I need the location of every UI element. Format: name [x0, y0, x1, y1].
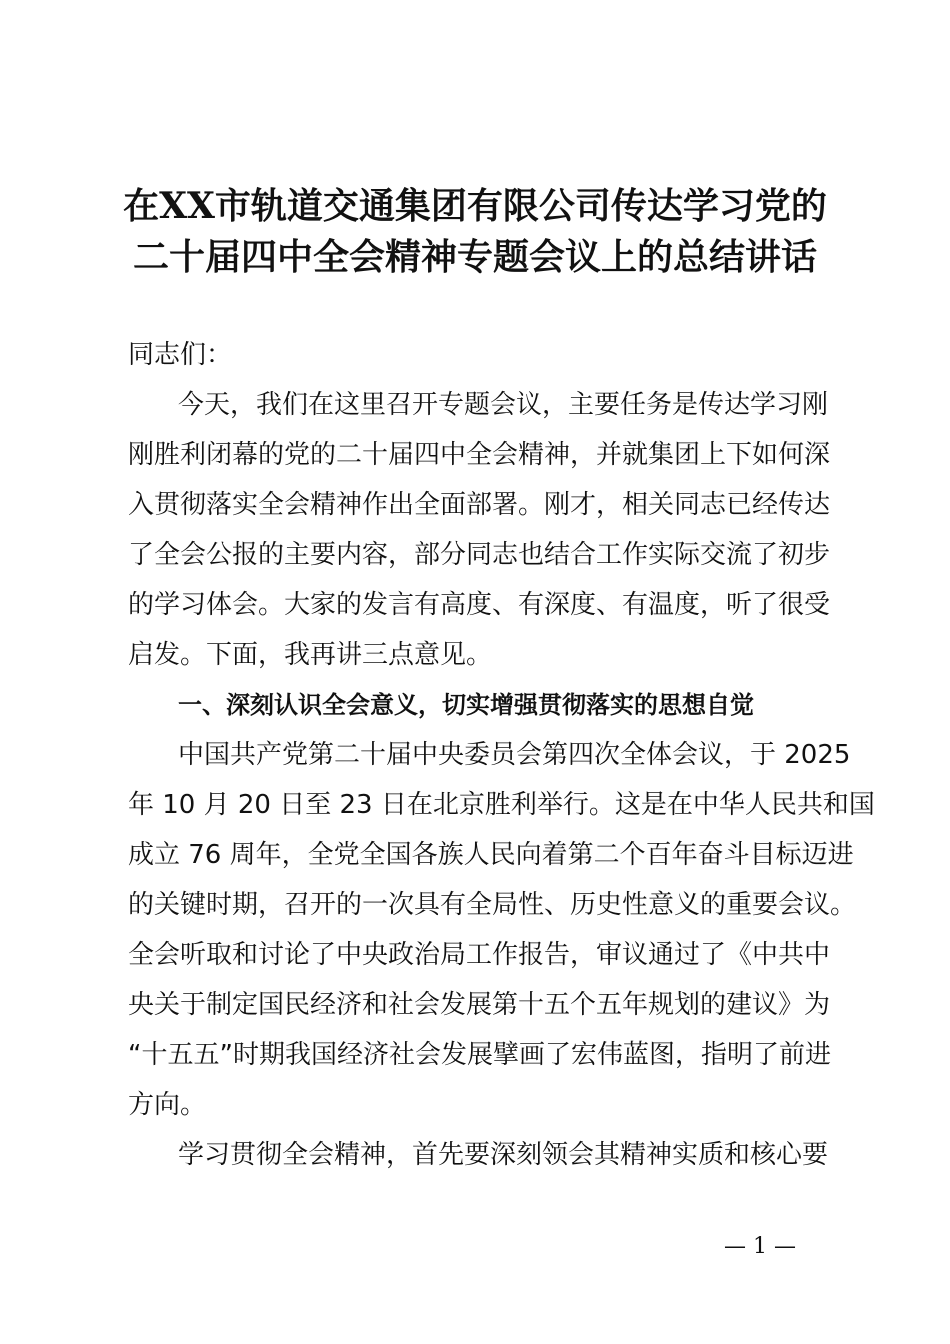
paragraph-line: “十五五”时期我国经济社会发展擘画了宏伟蓝图，指明了前进: [128, 1040, 831, 1070]
paragraph-line: 的关键时期，召开的一次具有全局性、历史性意义的重要会议。: [128, 890, 857, 920]
document-title-line-1: 在XX市轨道交通集团有限公司传达学习党的: [123, 185, 827, 227]
paragraph-line: 了全会公报的主要内容，部分同志也结合工作实际交流了初步: [128, 540, 831, 570]
paragraph-line: 启发。下面，我再讲三点意见。: [128, 640, 493, 670]
document-title-line-2: 二十届四中全会精神专题会议上的总结讲话: [132, 236, 817, 278]
paragraph-line: 今天，我们在这里召开专题会议，主要任务是传达学习刚: [178, 390, 829, 420]
paragraph-line: 中国共产党第二十届中央委员会第四次全体会议，于 2025: [178, 740, 851, 770]
paragraph-line: 方向。: [128, 1090, 207, 1120]
paragraph-line: 全会听取和讨论了中央政治局工作报告，审议通过了《中共中: [128, 940, 831, 970]
paragraph-line: 的学习体会。大家的发言有高度、有深度、有温度，听了很受: [128, 590, 831, 620]
paragraph-line: 学习贯彻全会精神，首先要深刻领会其精神实质和核心要: [178, 1140, 829, 1170]
section-heading: 一、深刻认识全会意义，切实增强贯彻落实的思想自觉: [178, 691, 754, 719]
paragraph-line: 成立 76 周年，全党全国各族人民向着第二个百年奋斗目标迈进: [128, 840, 854, 870]
paragraph-line: 央关于制定国民经济和社会发展第十五个五年规划的建议》为: [128, 990, 831, 1020]
salutation: 同志们：: [128, 340, 233, 370]
paragraph-line: 年 10 月 20 日至 23 日在北京胜利举行。这是在中华人民共和国: [128, 790, 875, 820]
page-number: — 1 —: [724, 1234, 796, 1259]
paragraph-line: 入贯彻落实全会精神作出全面部署。刚才，相关同志已经传达: [128, 490, 831, 520]
paragraph-line: 刚胜利闭幕的党的二十届四中全会精神，并就集团上下如何深: [128, 440, 831, 470]
